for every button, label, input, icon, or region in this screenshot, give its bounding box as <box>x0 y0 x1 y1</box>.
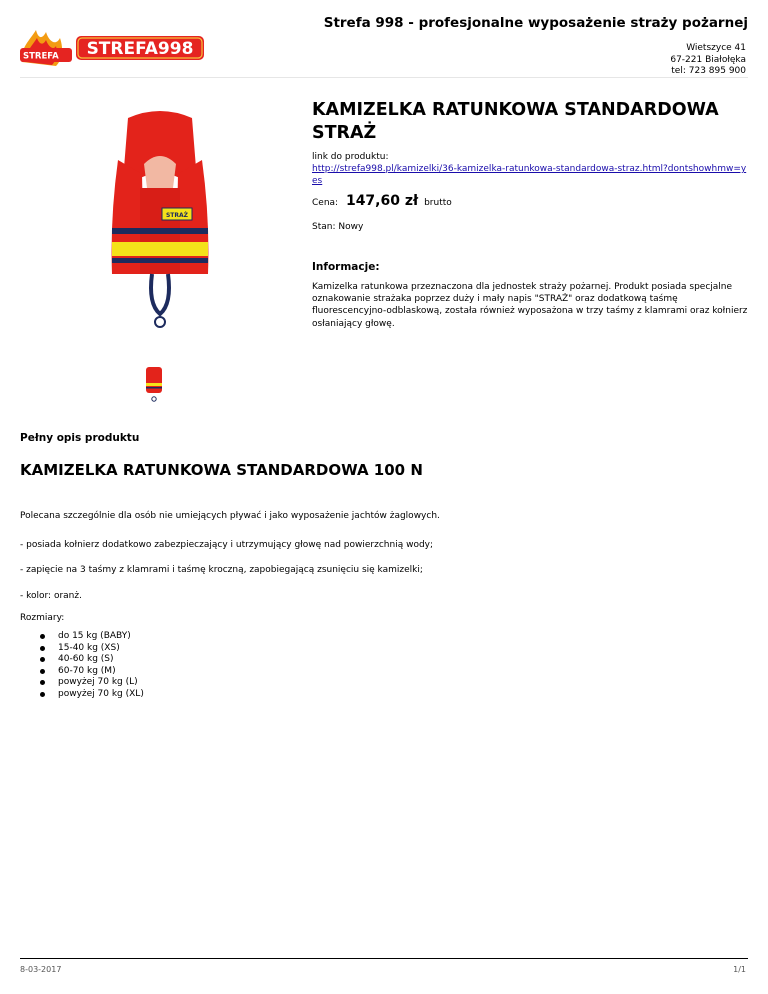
list-item: powyżej 70 kg (XL) <box>40 689 144 701</box>
product-link[interactable]: http://strefa998.pl/kamizelki/36-kamizelka-ratunkowa-standardowa-straz.html?dontshowhmw=yes <box>312 164 747 186</box>
description-title: KAMIZELKA RATUNKOWA STANDARDOWA 100 N <box>20 461 423 479</box>
description-paragraph: - kolor: oranż. <box>20 591 82 601</box>
price-label: Cena: <box>312 198 339 208</box>
stock-value: Nowy <box>338 222 364 232</box>
sizes-list <box>40 631 144 700</box>
price-row <box>312 193 452 209</box>
list-item: 40-60 kg (S) <box>40 654 144 666</box>
address-phone: tel: 723 895 900 <box>671 66 746 76</box>
product-link-label: link do produktu: <box>312 152 389 162</box>
list-item: powyżej 70 kg (L) <box>40 677 144 689</box>
footer-date: 8-03-2017 <box>20 965 62 974</box>
price-value: 147,60 zł <box>345 193 419 209</box>
price-suffix: brutto <box>424 198 452 208</box>
address-city: 67-221 Białołęka <box>670 54 746 65</box>
stock-row <box>312 222 363 232</box>
description-paragraph: Polecana szczególnie dla osób nie umiejących pływać i jako wyposażenie jachtów żaglowych. <box>20 511 440 521</box>
list-item: 15-40 kg (XS) <box>40 643 144 655</box>
info-heading: Informacje: <box>312 261 380 273</box>
vest-badge-text: STRAŻ <box>165 212 189 219</box>
stock-label: Stan: <box>312 222 336 232</box>
site-title: Strefa 998 - profesjonalne wyposażenie straży pożarnej <box>323 15 748 31</box>
info-text: Kamizelka ratunkowa przeznaczona dla jednostek straży pożarnej. Produkt posiada specjalne oznakowanie strażaka poprzez duży i mały napis "STRAŻ" oraz dodatkową taśmę fluorescencyjno-odblaskową, została również wyposażona w trzy taśmy z klamrami oraz kołnierz osłaniający głowę. <box>312 282 748 329</box>
full-description-heading: Pełny opis produktu <box>20 432 140 444</box>
header-divider <box>20 77 748 78</box>
svg-text:STREFA: STREFA <box>23 51 59 62</box>
page-number: 1/1 <box>733 965 746 974</box>
footer-divider <box>20 958 748 959</box>
list-item: 60-70 kg (M) <box>40 666 144 678</box>
description-paragraph: - posiada kołnierz dodatkowo zabezpieczający i utrzymujący głowę nad powierzchnią wody; <box>20 540 434 550</box>
strefa998-logo[interactable] <box>16 22 206 74</box>
description-paragraph: - zapięcie na 3 taśmy z klamrami i taśmę kroczną, zapobiegającą zsunięciu się kamizelki; <box>20 565 423 575</box>
list-item: do 15 kg (BABY) <box>40 631 144 643</box>
product-thumbnail[interactable] <box>140 365 168 405</box>
product-image[interactable] <box>100 108 220 338</box>
contact-address <box>670 43 746 78</box>
product-title: KAMIZELKA RATUNKOWA STANDARDOWA STRAŻ <box>312 100 719 143</box>
sizes-label: Rozmiary: <box>20 613 65 623</box>
address-street: Wietszyce 41 <box>686 43 746 53</box>
logo-text: STREFA998 <box>86 39 194 59</box>
